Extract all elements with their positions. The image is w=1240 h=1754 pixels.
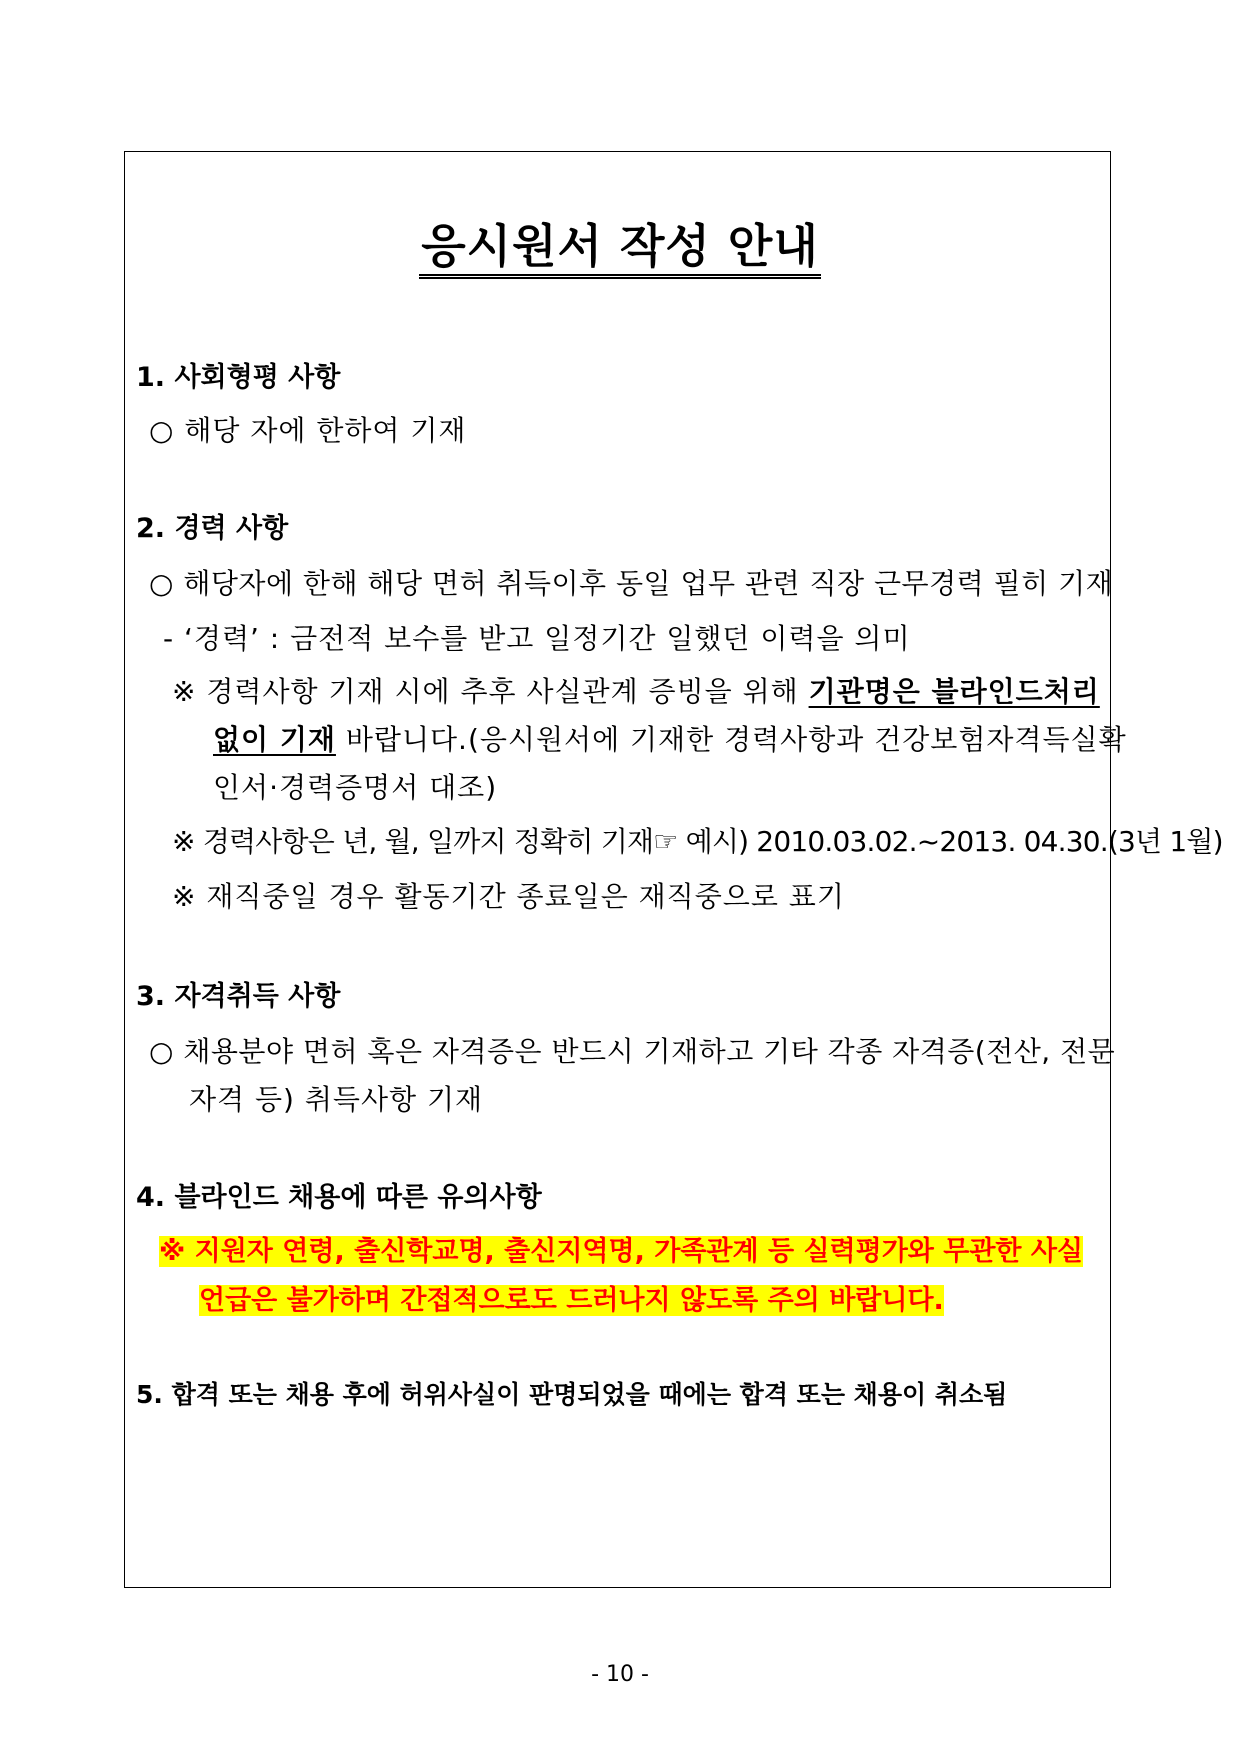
- section-2-text-3: ※ 경력사항 기재 시에 추후 사실관계 증빙을 위해 기관명은 블라인드처리: [172, 675, 1100, 708]
- section-1-heading: 1. 사회형평 사항: [136, 362, 341, 393]
- emphasis-underline-2: 없이 기재: [213, 723, 336, 756]
- section-2-text-2: - ‘경력’ : 금전적 보수를 받고 일정기간 일했던 이력을 의미: [163, 622, 911, 655]
- section-4-warning-2: 언급은 불가하며 간접적으로도 드러나지 않도록 주의 바랍니다.: [199, 1285, 944, 1316]
- emphasis-underline: 기관명은 블라인드처리: [808, 675, 1100, 708]
- section-2-text-7: ※ 재직중일 경우 활동기간 종료일은 재직중으로 표기: [172, 880, 845, 913]
- section-3-text-1: ○ 채용분야 면허 혹은 자격증은 반드시 기재하고 기타 각종 자격증(전산, 전문: [149, 1035, 1116, 1068]
- section-4-warning-1: ※ 지원자 연령, 출신학교명, 출신지역명, 가족관계 등 실력평가와 무관한 사실: [159, 1236, 1084, 1267]
- section-2-heading: 2. 경력 사항: [136, 513, 289, 544]
- section-2-text-6: ※ 경력사항은 년, 월, 일까지 정확히 기재☞ 예시) 2010.03.02.~2013. 04.30.(3년 1월): [172, 825, 1223, 858]
- section-2-text-1: ○ 해당자에 한해 해당 면허 취득이후 동일 업무 관련 직장 근무경력 필히 기재: [149, 567, 1114, 600]
- section-4-heading: 4. 블라인드 채용에 따른 유의사항: [136, 1182, 542, 1213]
- section-5-heading: 5. 합격 또는 채용 후에 허위사실이 판명되었을 때에는 합격 또는 채용이 취소됨: [136, 1380, 1008, 1409]
- section-3-text-2: 자격 등) 취득사항 기재: [189, 1083, 484, 1116]
- section-2-text-4: 없이 기재 바랍니다.(응시원서에 기재한 경력사항과 건강보험자격득실확: [213, 723, 1127, 756]
- section-2-text-5: 인서·경력증명서 대조): [213, 771, 498, 804]
- page-number: - 10 -: [591, 1662, 649, 1687]
- section-3-heading: 3. 자격취득 사항: [136, 981, 341, 1012]
- section-1-text: ○ 해당 자에 한하여 기재: [149, 414, 467, 447]
- page-title: 응시원서 작성 안내: [0, 218, 1240, 279]
